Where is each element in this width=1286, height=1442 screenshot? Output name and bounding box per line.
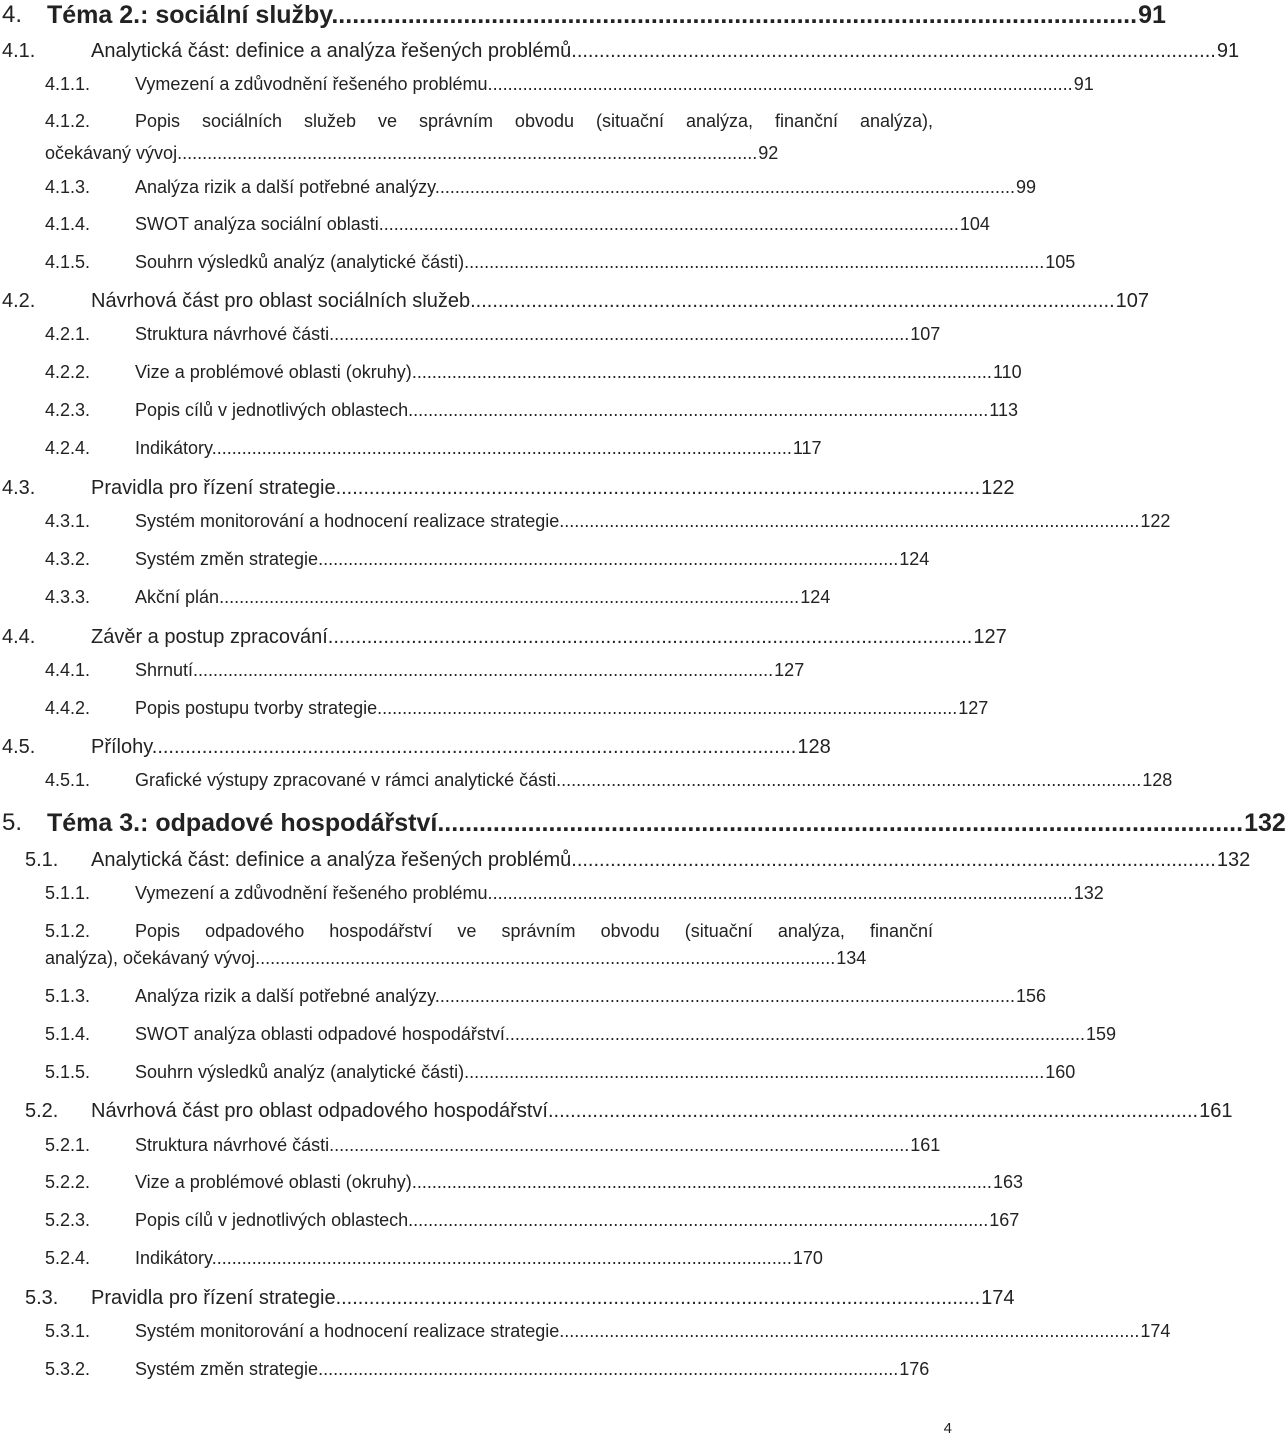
toc-entry-4-4[interactable]: 4.4. Závěr a postup zpracování.................................................................................................................... 127: [2, 626, 1007, 648]
toc-entry-4-5[interactable]: 4.5. Přílohy.................................................................................................................... 128: [2, 736, 831, 758]
toc-page: 104: [959, 214, 990, 234]
toc-title: Analytická část: definice a analýza řešených problémů: [91, 849, 572, 871]
toc-entry-4-2[interactable]: 4.2. Návrhová část pro oblast sociálních služeb.................................................................................................................... 107: [2, 290, 1150, 312]
toc-title-line-2: očekávaný vývoj: [45, 143, 178, 163]
toc-page: 132: [1216, 849, 1251, 871]
toc-number: 5.1.5.: [45, 1062, 91, 1082]
toc-title: Popis cílů v jednotlivých oblastech: [135, 1210, 409, 1230]
toc-entry-4-2-3[interactable]: 4.2.3. Popis cílů v jednotlivých oblastech.................................................................................................................... 113: [45, 400, 1018, 420]
toc-page: 92: [758, 143, 779, 163]
toc-title: Struktura návrhové části: [135, 1135, 330, 1155]
toc-title: Popis cílů v jednotlivých oblastech: [135, 400, 409, 420]
toc-entry-4-1[interactable]: 4.1. Analytická část: definice a analýza řešených problémů.................................................................................................................... 91: [2, 40, 1240, 62]
toc-page: 174: [1140, 1321, 1171, 1341]
toc-title: Systém změn strategie: [135, 1359, 319, 1379]
toc-page: 127: [973, 626, 1007, 648]
toc-entry-5-1-2[interactable]: 5.1.2. Popis odpadového hospodářství ve správním obvodu (situační analýza, finanční analýza), očekávaný vývoj.................................................................................................................... 134: [45, 921, 933, 968]
toc-number: 4.2.3.: [45, 400, 91, 420]
toc-number: 5.1.2.: [45, 921, 91, 941]
toc-page: 99: [1015, 177, 1036, 197]
toc-entry-4-3-2[interactable]: 4.3.2. Systém změn strategie.................................................................................................................... 124: [45, 549, 930, 569]
toc-number: 4.2.4.: [45, 438, 91, 458]
toc-number: 4.3.1.: [45, 511, 91, 531]
toc-title: SWOT analýza oblasti odpadové hospodářství: [135, 1024, 505, 1044]
toc-entry-4-1-2[interactable]: 4.1.2. Popis sociálních služeb ve správním obvodu (situační analýza, finanční analýza), očekávaný vývoj.................................................................................................................... 92: [45, 111, 933, 163]
toc-title: Vize a problémové oblasti (okruhy): [135, 362, 412, 382]
toc-entry-4-4-2[interactable]: 4.4.2. Popis postupu tvorby strategie.................................................................................................................... 127: [45, 698, 989, 718]
toc-title: Vize a problémové oblasti (okruhy): [135, 1172, 412, 1192]
toc-entry-4-2-2[interactable]: 4.2.2. Vize a problémové oblasti (okruhy).................................................................................................................... 110: [45, 362, 1022, 382]
toc-title: Téma 3.: odpadové hospodářství: [47, 809, 438, 837]
toc-entry-4-1-3[interactable]: 4.1.3. Analýza rizik a další potřebné analýzy.................................................................................................................... 99: [45, 177, 1036, 197]
toc-entry-5-2[interactable]: 5.2. Návrhová část pro oblast odpadového hospodářství..................................................................................................................... 161: [25, 1100, 1233, 1122]
toc-page: 127: [958, 698, 989, 718]
toc-entry-4-1-1[interactable]: 4.1.1. Vymezení a zdůvodnění řešeného problému..................................................................................................................... 91: [45, 74, 1094, 94]
toc-number: 5.1.: [25, 849, 59, 871]
toc-title: Vymezení a zdůvodnění řešeného problému.: [135, 883, 493, 903]
toc-page: 132: [1244, 809, 1286, 837]
toc-entry-5-2-3[interactable]: 5.2.3. Popis cílů v jednotlivých oblastech.................................................................................................................... 167: [45, 1210, 1020, 1230]
toc-number: 5.: [2, 809, 23, 836]
toc-page: 167: [989, 1210, 1020, 1230]
toc-number: 5.1.1.: [45, 883, 91, 903]
toc-title: Indikátory: [135, 1248, 212, 1268]
toc-entry-5-3[interactable]: 5.3. Pravidla pro řízení strategie.................................................................................................................... 174: [25, 1287, 1015, 1309]
toc-number: 4.: [2, 1, 23, 28]
toc-number: 5.3.1.: [45, 1321, 91, 1341]
toc-title: Návrhová část pro oblast sociálních služeb: [91, 290, 471, 312]
toc-number: 5.1.3.: [45, 986, 91, 1006]
toc-title: Analýza rizik a další potřebné analýzy: [135, 177, 435, 197]
toc-number: 4.5.1.: [45, 770, 91, 790]
toc-number: 4.3.: [2, 477, 36, 499]
toc-page: 161: [910, 1135, 941, 1155]
toc-number: 4.4.1.: [45, 660, 91, 680]
toc-title: Systém monitorování a hodnocení realizace strategie: [135, 1321, 560, 1341]
page-number: 4: [943, 1420, 952, 1437]
toc-entry-4-3[interactable]: 4.3. Pravidla pro řízení strategie.................................................................................................................... 122: [2, 477, 1015, 499]
toc-entry-4-5-1[interactable]: 4.5.1. Grafické výstupy zpracované v rámci analytické části..................................................................................................................... 128: [45, 770, 1173, 790]
toc-number: 5.2.2.: [45, 1172, 91, 1192]
toc-entry-4-2-4[interactable]: 4.2.4. Indikátory.................................................................................................................... 117: [45, 438, 822, 458]
toc-title: Pravidla pro řízení strategie: [91, 1287, 336, 1309]
toc-entry-5-1-1[interactable]: 5.1.1. Vymezení a zdůvodnění řešeného problému..................................................................................................................... 132: [45, 883, 1104, 903]
toc-entry-5-2-1[interactable]: 5.2.1. Struktura návrhové části.................................................................................................................... 161: [45, 1135, 941, 1155]
toc-number: 5.3.: [25, 1287, 59, 1309]
toc-page: 174: [981, 1287, 1015, 1309]
toc-number: 4.4.2.: [45, 698, 91, 718]
toc-entry-4-2-1[interactable]: 4.2.1. Struktura návrhové části.................................................................................................................... 107: [45, 324, 941, 344]
toc-number: 4.1.3.: [45, 177, 91, 197]
toc-title: Souhrn výsledků analýz (analytické části): [135, 252, 465, 272]
toc-page: 110: [992, 362, 1022, 382]
toc-page: 127: [774, 660, 805, 680]
toc-title: Akční plán: [135, 587, 220, 607]
toc-title: Souhrn výsledků analýz (analytické části): [135, 1062, 465, 1082]
toc-title: Shrnutí: [135, 660, 194, 680]
toc-entry-4-3-3[interactable]: 4.3.3. Akční plán.................................................................................................................... 124: [45, 587, 831, 607]
toc-page: 156: [1015, 986, 1046, 1006]
toc-page: 91: [1073, 74, 1094, 94]
toc-title: Téma 2.: sociální služby: [47, 1, 332, 29]
toc-entry-5-3-2[interactable]: 5.3.2. Systém změn strategie.................................................................................................................... 176: [45, 1359, 930, 1379]
toc-title: Přílohy: [91, 736, 152, 758]
toc-entry-4-1-4[interactable]: 4.1.4. SWOT analýza sociální oblasti.................................................................................................................... 104: [45, 214, 990, 234]
toc-number: 4.1.: [2, 40, 36, 62]
toc-page: 107: [1115, 290, 1150, 312]
toc-page: 122: [981, 477, 1015, 499]
toc-page: 124: [800, 587, 831, 607]
toc-number: 4.5.: [2, 736, 36, 758]
toc-number: 4.1.2.: [45, 111, 91, 131]
toc-title-line-1: Popis odpadového hospodářství ve správním obvodu (situační analýza, finanční: [135, 921, 933, 941]
toc-heading-5[interactable]: 5. Téma 3.: odpadové hospodářství.................................................................................................................... 132: [2, 809, 1286, 837]
toc-number: 5.3.2.: [45, 1359, 91, 1379]
toc-number: 5.2.3.: [45, 1210, 91, 1230]
toc-page: 170: [792, 1248, 823, 1268]
toc-page: 163: [992, 1172, 1023, 1192]
toc-title: Závěr a postup zpracování: [91, 626, 328, 648]
toc-entry-4-4-1[interactable]: 4.4.1. Shrnutí.................................................................................................................... 127: [45, 660, 805, 680]
toc-title-line-2: analýza), očekávaný vývoj: [45, 948, 256, 968]
toc-page: 159: [1086, 1024, 1117, 1044]
toc-number: 4.2.: [2, 290, 36, 312]
toc-number: 5.2.4.: [45, 1248, 91, 1268]
toc-page: 128: [797, 736, 831, 758]
toc-page: 122: [1140, 511, 1171, 531]
toc-number: 5.1.4.: [45, 1024, 91, 1044]
toc-title: SWOT analýza sociální oblasti: [135, 214, 379, 234]
toc-page: 132: [1073, 883, 1104, 903]
toc-page: 161: [1199, 1100, 1233, 1122]
toc-title: Analýza rizik a další potřebné analýzy: [135, 986, 435, 1006]
toc-number: 4.1.1.: [45, 74, 91, 94]
toc-page: 176: [899, 1359, 930, 1379]
toc-heading-4[interactable]: 4. Téma 2.: sociální služby.................................................................................................................... 91: [2, 1, 1166, 29]
toc-number: 4.4.: [2, 626, 36, 648]
toc-page: 134: [836, 948, 867, 968]
toc-page: 105: [1045, 252, 1076, 272]
toc-number: 5.2.: [25, 1100, 59, 1122]
toc-entry-5-1-5[interactable]: 5.1.5. Souhrn výsledků analýz (analytické části).................................................................................................................... 160: [45, 1062, 1076, 1082]
toc-entry-5-1-3[interactable]: 5.1.3. Analýza rizik a další potřebné analýzy.................................................................................................................... 156: [45, 986, 1046, 1006]
toc-page: 117: [792, 438, 822, 458]
toc-page: 107: [910, 324, 941, 344]
toc-page: 91: [1216, 40, 1240, 62]
toc-number: 4.2.2.: [45, 362, 91, 382]
toc-title: Vymezení a zdůvodnění řešeného problému.: [135, 74, 493, 94]
toc-entry-5-1-4[interactable]: 5.1.4. SWOT analýza oblasti odpadové hospodářství.................................................................................................................... 159: [45, 1024, 1117, 1044]
toc-title-line-1: Popis sociálních služeb ve správním obvodu (situační analýza, finanční analýza),: [135, 111, 933, 131]
toc-title: Popis postupu tvorby strategie: [135, 698, 378, 718]
toc-title: Systém změn strategie: [135, 549, 319, 569]
toc-number: 4.1.4.: [45, 214, 91, 234]
toc-page: 128: [1142, 770, 1173, 790]
toc-title: Grafické výstupy zpracované v rámci analytické části.: [135, 770, 562, 790]
toc-page: 160: [1045, 1062, 1076, 1082]
toc-title: Návrhová část pro oblast odpadového hospodářství.: [91, 1100, 554, 1122]
toc-page: 91: [1138, 1, 1166, 29]
toc-title: Systém monitorování a hodnocení realizace strategie: [135, 511, 560, 531]
toc-title: Struktura návrhové části: [135, 324, 330, 344]
toc-page: 124: [899, 549, 930, 569]
toc-number: 4.2.1.: [45, 324, 91, 344]
toc-number: 5.2.1.: [45, 1135, 91, 1155]
toc-page: 113: [989, 400, 1018, 420]
toc-number: 4.3.2.: [45, 549, 91, 569]
toc-title: Pravidla pro řízení strategie: [91, 477, 336, 499]
toc-title: Analytická část: definice a analýza řešených problémů: [91, 40, 572, 62]
toc-number: 4.3.3.: [45, 587, 91, 607]
toc-entry-5-2-2[interactable]: 5.2.2. Vize a problémové oblasti (okruhy).................................................................................................................... 163: [45, 1172, 1023, 1192]
toc-entry-4-3-1[interactable]: 4.3.1. Systém monitorování a hodnocení realizace strategie.................................................................................................................... 122: [45, 511, 1171, 531]
toc-entry-5-2-4[interactable]: 5.2.4. Indikátory.................................................................................................................... 170: [45, 1248, 823, 1268]
toc-entry-5-3-1[interactable]: 5.3.1. Systém monitorování a hodnocení realizace strategie.................................................................................................................... 174: [45, 1321, 1171, 1341]
toc-number: 4.1.5.: [45, 252, 91, 272]
toc-title: Indikátory: [135, 438, 212, 458]
toc-entry-4-1-5[interactable]: 4.1.5. Souhrn výsledků analýz (analytické části).................................................................................................................... 105: [45, 252, 1076, 272]
toc-entry-5-1[interactable]: 5.1. Analytická část: definice a analýza řešených problémů.................................................................................................................... 132: [25, 849, 1251, 871]
